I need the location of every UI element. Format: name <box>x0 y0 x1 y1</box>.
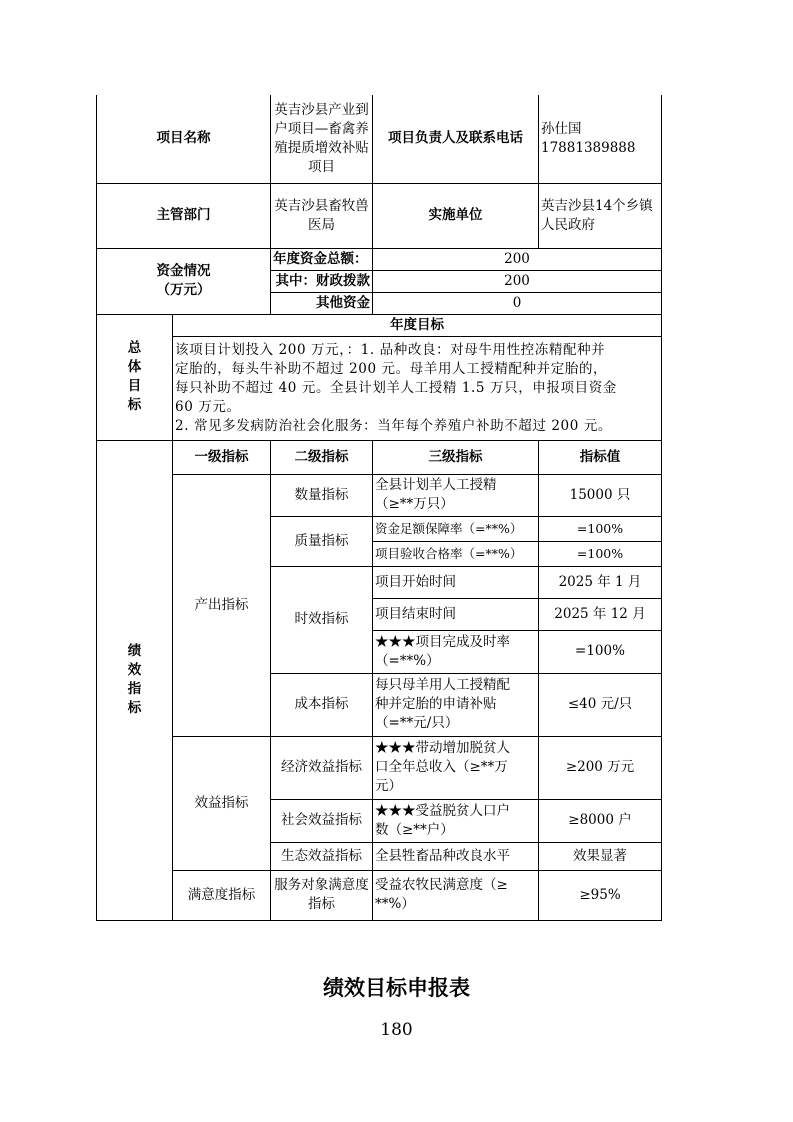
level3-satisfaction-1: 受益农牧民满意度（≥ **%） <box>373 870 539 920</box>
header-level1: 一级指标 <box>173 440 271 474</box>
level3-quality-2: 项目验收合格率（=**%） <box>373 541 539 566</box>
performance-table <box>96 95 662 921</box>
value-timeliness-3: =100% <box>539 630 662 673</box>
level2-social: 社会效益指标 <box>271 799 373 842</box>
level2-timeliness: 时效指标 <box>271 566 373 673</box>
level1-satisfaction: 满意度指标 <box>173 870 271 920</box>
annual-target-text: 该项目计划投入 200 万元，：1. 品种改良：对母牛用性控冻精配种并 定胎的，每头牛补助不超过 200 元。母羊用人工授精配种并定胎的， 每只补助不超过 40 元。全县计划羊人工授精 1.5 万只，申报项目资金 60 万元。 2. 常见多发病防治社会化服务：当年每个养殖户补助不超过 200 元。 <box>173 336 662 440</box>
header-level3: 三级指标 <box>373 440 539 474</box>
leader-name: 孙仕国 <box>541 120 582 137</box>
value-social-1: ≥8000 户 <box>539 799 662 842</box>
level3-timeliness-3: ★★★项目完成及时率 （=**%） <box>373 630 539 673</box>
funds-fiscal-value: 200 <box>373 270 662 292</box>
funds-other-label: 其他资金 <box>271 292 373 314</box>
header-value: 指标值 <box>539 440 662 474</box>
value-timeliness-2: 2025 年 12 月 <box>539 598 662 630</box>
dept-label: 主管部门 <box>97 183 271 248</box>
level2-cost: 成本指标 <box>271 673 373 736</box>
level2-ecological: 生态效益指标 <box>271 842 373 870</box>
funds-total-value: 200 <box>373 248 662 270</box>
level3-ecological-1: 全县牲畜品种改良水平 <box>373 842 539 870</box>
level3-timeliness-1: 项目开始时间 <box>373 566 539 598</box>
level3-cost-1: 每只母羊用人工授精配 种并定胎的申请补贴 （=**元/只） <box>373 673 539 736</box>
value-quality-2: =100% <box>539 541 662 566</box>
level3-social-1: ★★★受益脱贫人口户 数（≥**户） <box>373 799 539 842</box>
annual-target-header: 年度目标 <box>173 314 662 336</box>
project-name-label: 项目名称 <box>97 95 271 183</box>
level1-output: 产出指标 <box>173 474 271 736</box>
level3-quantity-1: 全县计划羊人工授精 （≥**万只） <box>373 474 539 516</box>
level2-quality: 质量指标 <box>271 516 373 566</box>
funds-label: 资金情况 （万元） <box>97 248 271 314</box>
funds-fiscal-label: 其中：财政拨款 <box>271 270 373 292</box>
level3-economic-1: ★★★带动增加脱贫人 口全年总收入（≥**万 元） <box>373 736 539 799</box>
level3-timeliness-2: 项目结束时间 <box>373 598 539 630</box>
level2-quantity: 数量指标 <box>271 474 373 516</box>
value-quantity-1: 15000 只 <box>539 474 662 516</box>
funds-total-label: 年度资金总额： <box>271 248 373 270</box>
project-leader-label: 项目负责人及联系电话 <box>373 95 539 183</box>
funds-other-value: 0 <box>373 292 662 314</box>
impl-unit-label: 实施单位 <box>373 183 539 248</box>
performance-label: 绩 效 指 标 <box>97 440 173 920</box>
value-timeliness-1: 2025 年 1 月 <box>539 566 662 598</box>
page-number: 180 <box>380 1020 413 1040</box>
overall-target-label: 总 体 目 标 <box>97 314 173 440</box>
leader-phone: 17881389888 <box>541 139 636 156</box>
value-economic-1: ≥200 万元 <box>539 736 662 799</box>
header-level2: 二级指标 <box>271 440 373 474</box>
value-quality-1: =100% <box>539 516 662 541</box>
level1-benefit: 效益指标 <box>173 736 271 870</box>
project-leader-value <box>539 95 662 183</box>
value-ecological-1: 效果显著 <box>539 842 662 870</box>
level2-service-satisfaction: 服务对象满意度 指标 <box>271 870 373 920</box>
level3-quality-1: 资金足额保障率（=**%） <box>373 516 539 541</box>
value-cost-1: ≤40 元/只 <box>539 673 662 736</box>
impl-unit-value: 英吉沙县14个乡镇人民政府 <box>539 183 662 248</box>
project-name-value: 英吉沙县产业到户项目—畜禽养殖提质增效补贴项目 <box>271 95 373 183</box>
dept-value: 英吉沙县畜牧兽医局 <box>271 183 373 248</box>
value-satisfaction-1: ≥95% <box>539 870 662 920</box>
document-title: 绩效目标申报表 <box>323 976 470 1000</box>
level2-economic: 经济效益指标 <box>271 736 373 799</box>
